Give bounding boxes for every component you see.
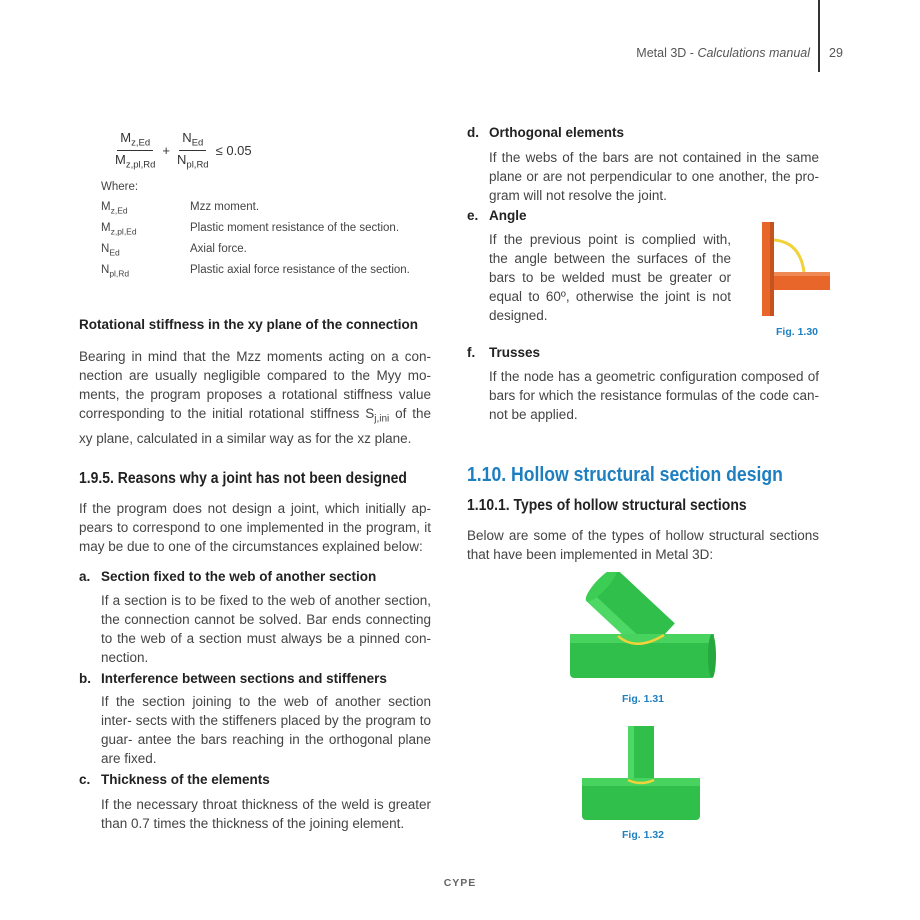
item-title: Thickness of the elements (101, 772, 270, 787)
item-text: If the previous point is complied with, the angle between the surfaces of the bars to be welded must be greater or equal to 60º, otherwise the joint is not designed. (489, 232, 731, 323)
rot-stiffness-heading: Rotational stiffness in the xy plane of the connection (79, 317, 419, 332)
header-title-plain: Metal 3D - (636, 46, 698, 60)
plus-sign: + (162, 142, 171, 158)
section-heading-1-9-5: 1.9.5. Reasons why a joint has not been designed (79, 470, 407, 487)
fig-caption: Fig. 1.30 (776, 326, 819, 338)
item-label: c. (79, 772, 91, 787)
item-label: e. (467, 208, 479, 223)
item-label: b. (79, 671, 91, 686)
hollow-intro: Below are some of the types of hollow structural sections that have been implemented in Metal 3D: (467, 528, 819, 562)
where-symbol: $M_{z,pl,Ed}$ (101, 222, 137, 237)
where-symbol: $N_{Ed}$ (101, 243, 120, 258)
item-text: If a section is to be fixed to the web of another section, the connection cannot be solved. Bar ends connecting to the web of a section must always be a pinned con- nection. (101, 593, 431, 665)
running-header (636, 46, 810, 60)
where-symbol: $M_{z,Ed}$ (101, 201, 128, 216)
fraction-axial: $\frac{N_{Ed}}{N_{pl,Rd}}$ (177, 130, 209, 171)
where-desc: Plastic axial force resistance of the section. (190, 264, 410, 276)
page-number: 29 (829, 46, 843, 60)
item-text: If the section joining to the web of another section inter- sects with the stiffeners placed by the program to guar- antee the bars reaching in the orthogonal plane are fixed. (101, 694, 431, 766)
where-symbol: $N_{pl,Rd}$ (101, 264, 130, 279)
item-text: If the webs of the bars are not contained in the same plane or are not perpendicular to one another, the pro- gram will not resolve the joint. (489, 150, 819, 203)
item-label: d. (467, 125, 479, 140)
item-title: Section fixed to the web of another section (101, 569, 377, 584)
fraction-moment: $\frac{M_{z,Ed}}{M_{z,pl,Rd}}$ (115, 130, 156, 171)
section-heading-1-10-1: 1.10.1. Types of hollow structural sections (467, 497, 747, 514)
angle-joint-figure (752, 218, 834, 322)
item-title: Orthogonal elements (489, 125, 625, 140)
reasons-intro: If the program does not design a joint, which initially ap- pears to correspond to one implemented in the program, it may be due to one of the circumstances explained below: (79, 501, 431, 554)
where-label: Where: (101, 181, 139, 193)
y-joint-tube-figure (566, 572, 718, 684)
where-desc: Mzz moment. (190, 201, 260, 213)
item-label: f. (467, 345, 476, 360)
header-divider (818, 0, 820, 72)
rot-stiffness-text: Bearing in mind that the Mzz moments acting on a con- nection are usually negligible compared to the Myy mo- ments, the program proposes a rotational stiffness value corresponding to the initial rotational stiffness $S_{j,ini}$ of the xy plane, calculated in a similar way as for the xz plane. (79, 349, 431, 446)
item-title: Trusses (489, 345, 541, 360)
item-text: If the necessary throat thickness of the weld is greater than 0.7 times the thickness of the joining element. (101, 797, 431, 831)
section-heading-1-10: 1.10. Hollow structural section design (467, 464, 783, 486)
where-desc: Axial force. (190, 243, 247, 255)
formula-rhs: ≤ 0.05 (215, 142, 252, 158)
item-text: If the node has a geometric configuration composed of bars for which the resistance formulas of the code can- not be applied. (489, 369, 819, 422)
fig-caption: Fig. 1.31 (622, 693, 665, 705)
item-label: a. (79, 569, 91, 584)
t-joint-tube-figure (578, 722, 704, 824)
item-title: Angle (489, 208, 527, 223)
interaction-formula (112, 130, 256, 170)
header-title-italic: Calculations manual (697, 46, 810, 60)
footer-brand: CYPE (443, 877, 477, 889)
item-title: Interference between sections and stiffeners (101, 671, 387, 686)
fig-caption: Fig. 1.32 (622, 829, 665, 841)
where-desc: Plastic moment resistance of the section. (190, 222, 400, 234)
